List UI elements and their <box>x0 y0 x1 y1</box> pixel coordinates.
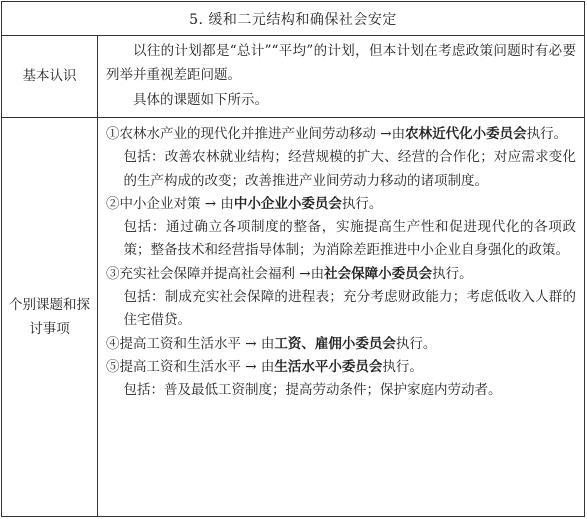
issue-item: ⑤提高工资和生活水平 → 由生活水平小委员会执行。 <box>106 358 423 375</box>
basic-paragraph-2: 具体的课题如下所示。 <box>133 91 268 108</box>
issues-row <box>2 117 584 516</box>
issue-item: ④提高工资和生活水平 → 由工资、雇佣小委员会执行。 <box>106 335 437 352</box>
issue-detail: 包括：改善农林就业结构；经营规模的扩大、经营的合作化；对应需求变化的生产构成的改变；改善推进产业间劳动力移动的诸项制度。 <box>123 149 576 189</box>
issue-detail: 包括：制成充实社会保障的进程表；充分考虑财政能力；考虑低收入人群的住宅借贷。 <box>123 289 576 329</box>
basic-row <box>2 35 584 118</box>
issue-detail: 包括：通过确立各项制度的整备，实施提高生产性和促进现代化的各项政策；整备技术和经营指导体制；为消除差距推进中小企业自身强化的政策。 <box>123 219 576 259</box>
issue-item: ②中小企业对策 → 由中小企业小委员会执行。 <box>106 195 383 212</box>
issue-detail: 包括：普及最低工资制度；提高劳动条件；保护家庭内劳动者。 <box>123 382 502 399</box>
issue-item: ③充实社会保障并提高社会福利 →由社会保障小委员会执行。 <box>106 265 473 282</box>
basic-label: 基本认识 <box>2 35 98 117</box>
policy-table <box>1 1 585 517</box>
basic-paragraph-1: 以往的计划都是“总计”“平均”的计划，但本计划在考虑政策问题时有必要列举并重视差距问题。 <box>106 43 576 84</box>
issues-content <box>98 117 584 516</box>
issue-item: ①农林水产业的现代化并推进产业间劳动移动 →由农林近代化小委员会执行。 <box>106 126 568 142</box>
issues-label: 个别课题和探讨事项 <box>2 117 98 516</box>
basic-content <box>98 35 584 117</box>
table-title: 5. 缓和二元结构和确保社会安定 <box>2 2 584 36</box>
